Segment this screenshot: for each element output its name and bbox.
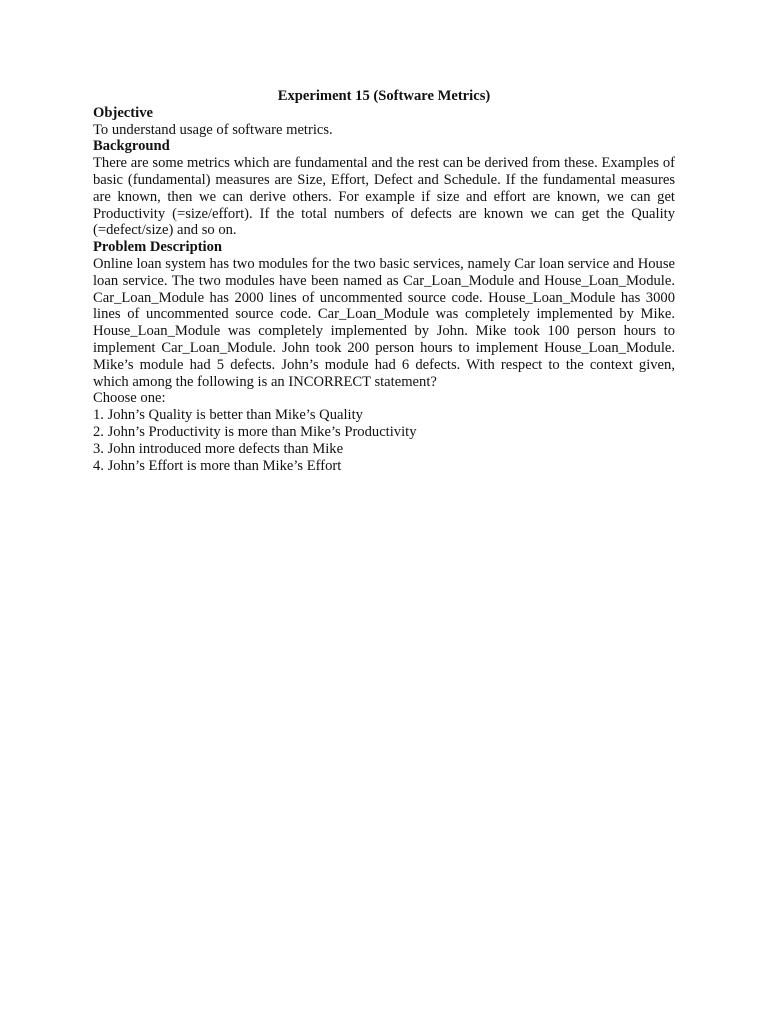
problem-description-text: Online loan system has two modules for the two basic services, namely Car loan service and House loan service. The two modules have been named as Car_Loan_Module and House_Loan_Module. Car_Loan_Module has 2000 lines of uncommented source code. House_Loan_Module has 3000 lines of uncommented source code. Car_Loan_Module was completely implemented by Mike. House_Loan_Module was completely implemented by John. Mike took 100 person hours to implement Car_Loan_Module. John took 200 person hours to implement House_Loan_Module. Mike’s module had 5 defects. John’s module had 6 defects. With respect to the context given, which among the following is an INCORRECT statement?	[93, 255, 675, 390]
answer-options-list	[93, 407, 675, 474]
answer-option-4: 4. John’s Effort is more than Mike’s Effort	[93, 457, 342, 474]
answer-option-2: 2. John’s Productivity is more than Mike’s Productivity	[93, 423, 417, 440]
document-page	[93, 88, 675, 474]
document-title: Experiment 15 (Software Metrics)	[277, 88, 491, 104]
choose-one-prompt: Choose one:	[93, 390, 166, 407]
answer-option-1: 1. John’s Quality is better than Mike’s Quality	[93, 407, 363, 424]
background-text: There are some metrics which are fundamental and the rest can be derived from these. Examples of basic (fundamental) measures are Size, Effort, Defect and Schedule. If the fundamental measures are known, then we can derive others. For example if size and effort are known, we can get Productivity (=size/effort). If the total numbers of defects are known we can get the Quality (=defect/size) and so on.	[93, 155, 675, 239]
problem-description-heading: Problem Description	[93, 239, 223, 256]
objective-heading: Objective	[93, 104, 153, 121]
answer-option-3: 3. John introduced more defects than Mike	[93, 440, 344, 457]
background-heading: Background	[93, 138, 170, 155]
objective-text: To understand usage of software metrics.	[93, 121, 333, 138]
